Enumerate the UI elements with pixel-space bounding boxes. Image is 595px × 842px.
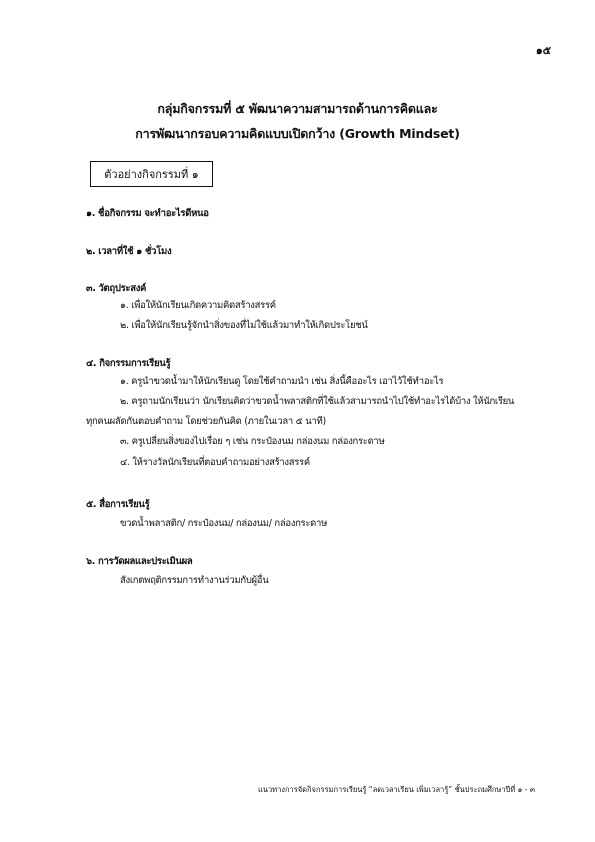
- title-line-2: การพัฒนากรอบความคิดแบบเปิดกว้าง (Growth Mindset): [135, 126, 460, 141]
- media-text: ขวดน้ำพลาสติก/ กระป๋องนม/ กล่องนม/ กล่องกระดาษ: [120, 518, 328, 529]
- activity-example-label: ตัวอย่างกิจกรรมที่ ๑: [104, 168, 199, 181]
- evaluation-heading: ๖. การวัดผลและประเมินผล: [86, 556, 193, 567]
- objective-item: ๑. เพื่อให้นักเรียนเกิดความคิดสร้างสรรค์: [120, 300, 276, 311]
- objective-item: ๒. เพื่อให้นักเรียนรู้จักนำสิ่งของที่ไม่ใช้แล้วมาทำให้เกิดประโยชน์: [120, 320, 368, 331]
- evaluation-text: สังเกตพฤติกรรมการทำงานร่วมกับผู้อื่น: [120, 575, 269, 586]
- activity-heading: ๔. กิจกรรมการเรียนรู้: [86, 358, 171, 369]
- objective-heading: ๓. วัตถุประสงค์: [86, 283, 147, 294]
- activity-step: ๑. ครูนำขวดน้ำมาให้นักเรียนดู โดยใช้คำถามนำ เช่น สิ่งนี้คืออะไร เอาไว้ใช้ทำอะไร: [120, 376, 444, 387]
- activity-example-box: [90, 161, 213, 187]
- activity-step: ๓. ครูเปลี่ยนสิ่งของไปเรื่อย ๆ เช่น กระป๋องนม กล่องนม กล่องกระดาษ: [120, 436, 385, 447]
- activity-step-continued: ทุกคนผลัดกันตอบคำถาม โดยช่วยกันคิด (ภายในเวลา ๕ นาที): [86, 416, 326, 427]
- page-footer: แนวทางการจัดกิจกรรมการเรียนรู้ “ลดเวลาเรียน เพิ่มเวลารู้” ชั้นประถมศึกษาปีที่ ๑ - ๓: [257, 785, 535, 794]
- media-heading: ๕. สื่อการเรียนรู้: [86, 499, 150, 510]
- title-line-1: กลุ่มกิจกรรมที่ ๕ พัฒนาความสามารถด้านการคิดและ: [157, 101, 438, 116]
- activity-step: ๒. ครูถามนักเรียนว่า นักเรียนคิดว่าขวดน้ำพลาสติกที่ใช้แล้วสามารถนำไปใช้ทำอะไรได้บ้าง ให้นักเรียน: [120, 396, 515, 407]
- activity-step: ๔. ให้รางวัลนักเรียนที่ตอบคำถามอย่างสร้างสรรค์: [120, 457, 310, 468]
- page-number: ๑๕: [535, 44, 551, 57]
- time-used: ๒. เวลาที่ใช้ ๑ ชั่วโมง: [86, 246, 172, 257]
- activity-name: ๑. ชื่อกิจกรรม จะทำอะไรดีหนอ: [86, 208, 209, 219]
